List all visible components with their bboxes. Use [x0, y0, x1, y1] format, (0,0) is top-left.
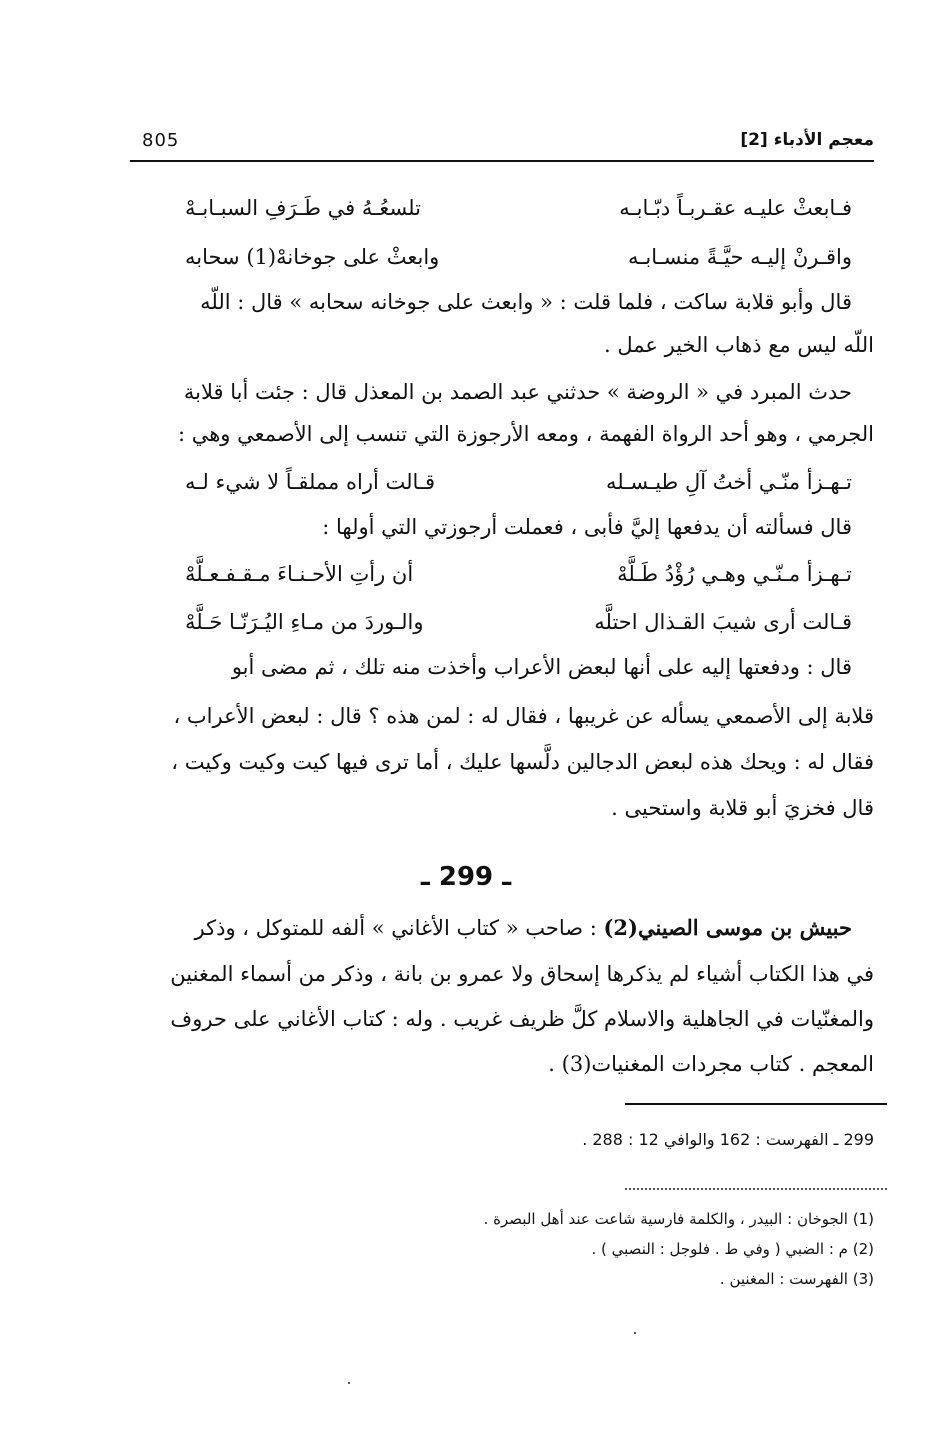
- verse-hemistich-second: قـالت أراه مملقـاً لا شيء لـه: [185, 470, 436, 494]
- paragraph-line: الجرمي ، وهو أحد الرواة الفهمة ، ومعه الأرجوزة التي تنسب إلى الأصمعي وهي :: [177, 422, 874, 446]
- paragraph-line: قال فسألته أن يدفعها إليَّ فأبى ، فعملت أرجوزتي التي أولها :: [322, 515, 852, 539]
- entry-number: ـ 299 ـ: [420, 862, 512, 892]
- paragraph-line: قال وأبو قلابة ساكت ، فلما قلت : « وابعث على جوخانه سحابه » قال : اللّه: [200, 290, 852, 314]
- verse-line: [185, 245, 852, 285]
- verse-hemistich-first: تـهـزأ منّـي أختُ آلِ طيـسـله: [605, 470, 852, 494]
- verse-line: [185, 610, 852, 650]
- verse-hemistich-second: والـوردَ من مـاءِ اليُـرَنّـا حَـلَّهْ: [185, 610, 424, 634]
- verse-hemistich-second: وابعثْ على جوخانهْ(1) سحابه: [185, 245, 440, 269]
- paragraph-line: والمغنّيات في الجاهلية والاسلام كلَّ ظريف غريب . وله : كتاب الأغاني على حروف: [170, 1007, 874, 1031]
- verse-hemistich-first: قـالت أرى شيبَ القـذال احتلَّه: [594, 610, 852, 634]
- verse-line: [185, 470, 852, 510]
- paragraph-line: قال فخزيَ أبو قلابة واستحيى .: [611, 796, 874, 820]
- paragraph-line: قلابة إلى الأصمعي يسأله عن غريبها ، فقال له : لمن هذه ؟ قال : لبعض الأعراب ،: [173, 704, 874, 728]
- paragraph-line: المعجم . كتاب مجردات المغنيات(3) .: [548, 1052, 874, 1076]
- verse-hemistich-second: أن رأتِ الأحـنـاءَ مـقـفـعـلَّهْ: [185, 562, 414, 586]
- verse-hemistich-first: واقـرنْ إليـه حيَّـةً منسـابـه: [627, 245, 852, 269]
- paragraph-line: فقال له : ويحك هذه لبعض الدجالين دلَّسها عليك ، أما ترى فيها كيت وكيت وكيت ،: [171, 750, 874, 774]
- entry-name: حبيش بن موسى الصيني(2): [603, 915, 852, 940]
- footnote-divider: [625, 1188, 887, 1190]
- footnote-rule: [625, 1103, 887, 1105]
- entry-text: : صاحب « كتاب الأغاني » ألفه للمتوكل ، وذكر: [194, 916, 604, 940]
- footnote: (2) م : الضبي ( وفي ط . فلوجل : النصبي ) .: [591, 1240, 874, 1258]
- verse-hemistich-second: تلسعُـهُ في طَـرَفِ السبـابـهْ: [185, 196, 421, 220]
- verse-line: [185, 562, 852, 602]
- verse-hemistich-first: تـهـزأ مـنّـي وهـي رُؤْدُ طَـلَّهْ: [617, 562, 852, 586]
- paragraph-line: حدث المبرد في « الروضة » حدثني عبد الصمد بن المعذل قال : جئت أبا قلابة: [183, 380, 852, 404]
- page-number: 805: [142, 130, 180, 151]
- running-title: معجم الأدباء [2]: [740, 130, 874, 150]
- page-header: [130, 128, 874, 162]
- scan-speck: [348, 1382, 350, 1384]
- paragraph-line: في هذا الكتاب أشياء لم يذكرها إسحاق ولا عمرو بن بانة ، وذكر من أسماء المغنين: [170, 962, 874, 986]
- source-footnote: 299 ـ الفهرست : 162 والوافي 12 : 288 .: [582, 1130, 874, 1149]
- footnote: (1) الجوخان : البيدر ، والكلمة فارسية شاعت عند أهل البصرة .: [483, 1210, 874, 1228]
- entry-first-line: [130, 915, 852, 955]
- paragraph-line: اللّه ليس مع ذهاب الخير عمل .: [604, 333, 874, 357]
- verse-line: [185, 196, 852, 236]
- scan-speck: [634, 1332, 636, 1334]
- footnote: (3) الفهرست : المغنين .: [719, 1270, 874, 1288]
- paragraph-line: قال : ودفعتها إليه على أنها لبعض الأعراب وأخذت منه تلك ، ثم مضى أبو: [231, 655, 852, 679]
- verse-hemistich-first: فـابعثْ عليـه عقـربـاً دبّـابـه: [619, 196, 852, 220]
